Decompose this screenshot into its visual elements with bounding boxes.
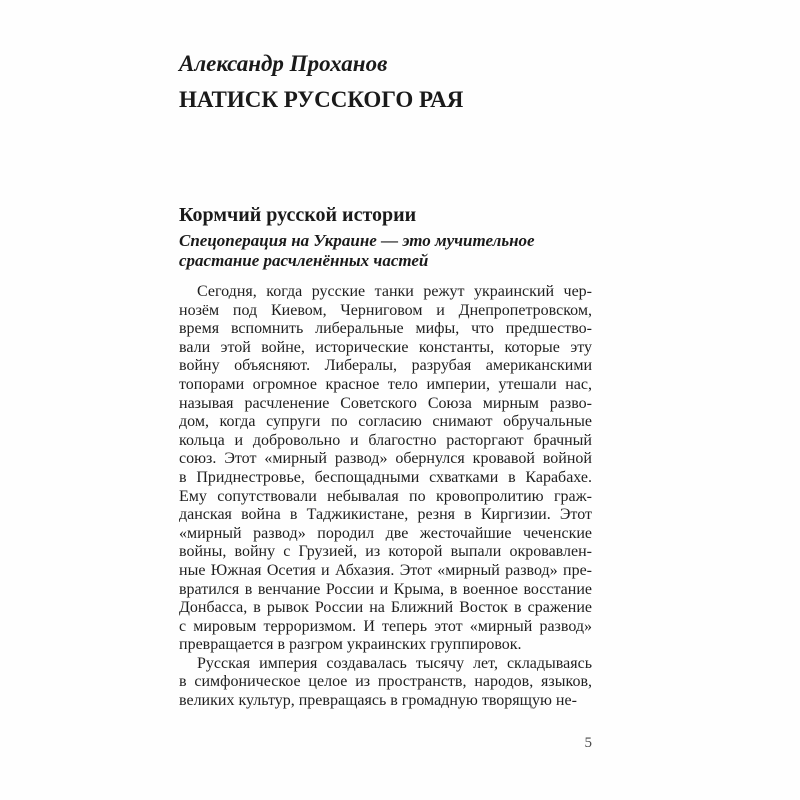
body-line: Донбасса, в рывок России на Ближний Восток в сражение xyxy=(179,599,592,617)
body-line: ные Южная Осетия и Абхазия. Этот «мирный развод» пре- xyxy=(179,561,592,579)
body-line: нозём под Киевом, Черниговом и Днепропетровском, xyxy=(179,301,592,319)
body-line: Сегодня, когда русские танки режут украинский чер- xyxy=(197,283,592,300)
text-column xyxy=(179,50,592,711)
body-line: союз. Этот «мирный развод» обернулся кровавой войной xyxy=(179,450,592,468)
author-name: Александр Проханов xyxy=(179,51,388,76)
body-line: кольца и добровольно и благостно расторгают брачный xyxy=(179,431,592,449)
body-line: превращается в разгром украинских группировок. xyxy=(179,636,522,654)
body-line: войны, войну с Грузией, из которой выпали окровавлен- xyxy=(179,543,592,561)
body-line: дом, когда супруги по согласию снимают обручальные xyxy=(179,413,592,431)
body-line: «мирный развод» породил две жесточайшие чеченские xyxy=(179,524,592,542)
body-line: в Приднестровье, беспощадными схватками в Карабахе. xyxy=(179,468,592,486)
chapter-subtitle xyxy=(179,231,592,270)
body-text xyxy=(179,283,592,711)
body-line: данская война в Таджикистане, резня в Киргизии. Этот xyxy=(179,506,592,524)
body-line: топорами огромное красное тело империи, утешали нас, xyxy=(179,375,592,393)
book-title: НАТИСК РУССКОГО РАЯ xyxy=(179,87,464,112)
chapter-subtitle-line: срастание расчленённых частей xyxy=(179,250,429,270)
body-line: великих культур, превращаясь в громадную творящую не- xyxy=(179,692,577,710)
body-line: с мировым терроризмом. И теперь этот «мирный развод» xyxy=(179,617,592,635)
paragraph xyxy=(179,655,592,711)
body-line: Ему сопутствовали небывалая по кровопролитию граж- xyxy=(179,487,592,505)
body-line: вали этой войне, исторические константы, которые эту xyxy=(179,338,592,356)
body-line: называя расчленение Советского Союза мирным разво- xyxy=(179,394,592,412)
paragraph xyxy=(179,283,592,655)
body-line: Русская империя создавалась тысячу лет, складываясь xyxy=(197,654,592,672)
body-line: вратился в венчание России и Крыма, в военное восстание xyxy=(179,580,592,598)
chapter-heading: Кормчий русской истории xyxy=(179,204,417,226)
body-line: время вспомнить либеральные мифы, что предшество- xyxy=(179,320,592,338)
chapter-subtitle-line: Спецоперация на Украине — это мучительное xyxy=(179,231,535,250)
body-line: в симфоническое целое из пространств, народов, языков, xyxy=(179,673,592,691)
page-number: 5 xyxy=(584,735,592,751)
body-line: войну объясняют. Либералы, разрубая американскими xyxy=(179,357,592,375)
